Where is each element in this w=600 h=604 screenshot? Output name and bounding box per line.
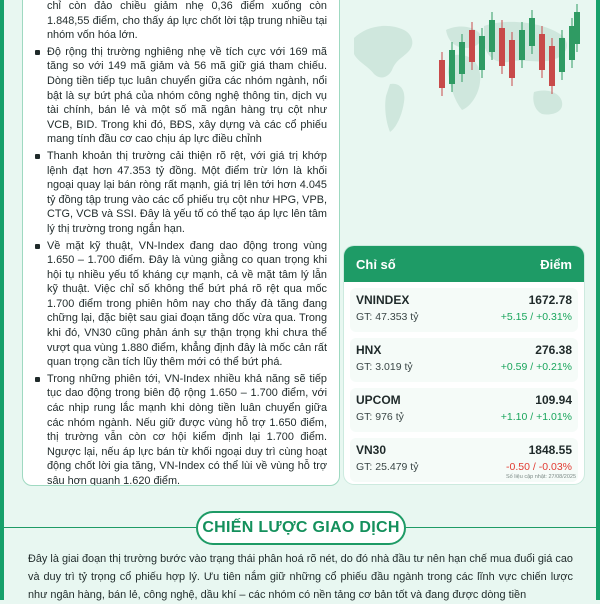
index-table <box>344 246 584 484</box>
strategy-text: Đây là giai đoạn thị trường bước vào trạng thái phân hoá rõ nét, do đó nhà đầu tư nên hạn chế mua đuổi giá cao và duy trì tỷ trọng cổ phiếu hợp lý. Ưu tiên nắm giữ những cổ phiếu đầu ngành trong các lĩnh vực chiến lược như ngân hàng, bán lẻ, công nghệ, dầu khí – các nhóm có nền tảng cơ bản tốt và đang được dòng tiền <box>28 553 573 601</box>
left-accent-bar <box>0 0 4 600</box>
index-value: 109.94 <box>535 393 572 407</box>
bullet-item: chỉ còn đảo chiều giảm nhẹ 0,36 điểm xuống còn 1.848,55 điểm, cho thấy áp lực chốt lời tập trung nhiều tại nhóm vốn hóa lớn. <box>47 0 327 42</box>
analysis-bullets <box>35 0 327 486</box>
index-change: +0.59 / +0.21% <box>500 361 572 373</box>
divider-line <box>4 527 196 528</box>
hero-illustration <box>346 0 584 150</box>
index-change: +5.15 / +0.31% <box>500 311 572 323</box>
table-header <box>344 246 584 282</box>
index-change: +1.10 / +1.01% <box>500 411 572 423</box>
right-accent-bar <box>596 0 600 600</box>
bullet-item: Về mặt kỹ thuật, VN-Index đang dao động trong vùng 1.650 – 1.700 điểm. Đây là vùng giằng co quan trọng khi hội tụ nhiều yếu tố kháng cự mạnh, cả về mặt tâm lý lẫn kỹ thuật. Việc chỉ số không thể bứt phá rõ rệt qua mốc 1.700 điểm trong phiên hôm nay cho thấy đà tăng đang chững lại, đặc biệt sau giai đoạn tăng dốc vừa qua. Trong khi đó, VN30 cũng phản ánh sự thận trọng khi chưa thể vượt qua vùng 1.880 điểm, khẳng định đây là mốc cản rất quan trọng cần tích lũy thêm mới có thể bứt phá. <box>35 239 327 370</box>
bullet-item: Độ rộng thị trường nghiêng nhẹ về tích cực với 169 mã tăng so với 149 mã giảm và 56 mã giữ giá tham chiếu. Dòng tiền tiếp tục luân chuyển giữa các nhóm ngành, nổi bật là sự bứt phá của nhóm công nghệ thông tin, dịch vụ tài chính, bán lẻ và một số mã ngân hàng trụ cột như VCB, BID. Trong khi đó, BĐS, xây dựng và các cổ phiếu mang tính đầu cơ cao chịu áp lực điều chỉnh <box>35 45 327 147</box>
index-change: -0.50 / -0.03% <box>506 461 572 473</box>
header-index-label: Chỉ số <box>356 256 396 272</box>
candlestick-chart-icon <box>346 0 584 150</box>
table-row <box>350 338 578 382</box>
table-row <box>350 288 578 332</box>
analysis-card <box>22 0 340 486</box>
divider-line <box>406 527 596 528</box>
trade-value: GT: 3.019 tỷ <box>356 361 413 373</box>
index-code: UPCOM <box>356 393 401 407</box>
index-code: VNINDEX <box>356 293 410 307</box>
index-value: 1848.55 <box>528 443 572 457</box>
index-value: 276.38 <box>535 343 572 357</box>
index-code: HNX <box>356 343 382 357</box>
header-points-label: Điểm <box>540 256 572 272</box>
strategy-title: CHIẾN LƯỢC GIAO DỊCH <box>196 511 406 545</box>
update-note: Số liệu cập nhật: 27/08/2025 <box>505 474 576 480</box>
index-code: VN30 <box>356 443 387 457</box>
trade-value: GT: 25.479 tỷ <box>356 461 419 473</box>
index-value: 1672.78 <box>528 293 572 307</box>
trade-value: GT: 47.353 tỷ <box>356 311 419 323</box>
bullet-item: Trong những phiên tới, VN-Index nhiều khả năng sẽ tiếp tục dao động trong biên độ rộng 1.650 – 1.700 điểm, với các nhịp rung lắc mạnh khi dòng tiền luân chuyển giữa các nhóm ngành. Nếu giữ được vùng hỗ trợ 1.650 điểm, thị trường vẫn còn cơ hội kiểm định lại 1.700 điểm. Ngược lại, nếu áp lực bán từ khối ngoại duy trì cùng hoạt động chốt lời gia tăng, VN-Index có thể lùi về vùng hỗ trợ sâu hơn quanh 1.620 điểm. <box>35 372 327 486</box>
bullet-item: Thanh khoản thị trường cải thiện rõ rệt, với giá trị khớp lệnh đạt hơn 47.353 tỷ đồng. Một điểm trừ lớn là khối ngoại quay lại bán ròng rất mạnh, giá trị lên tới hơn 4.045 tỷ đồng tập trung vào các cổ phiếu trụ cột như HPG, VPB, CTG, VCB và SSI. Đây là yếu tố có thể tạo áp lực lên tâm lý thị trường trong ngắn hạn. <box>35 149 327 237</box>
table-row <box>350 388 578 432</box>
trade-value: GT: 976 tỷ <box>356 411 404 423</box>
